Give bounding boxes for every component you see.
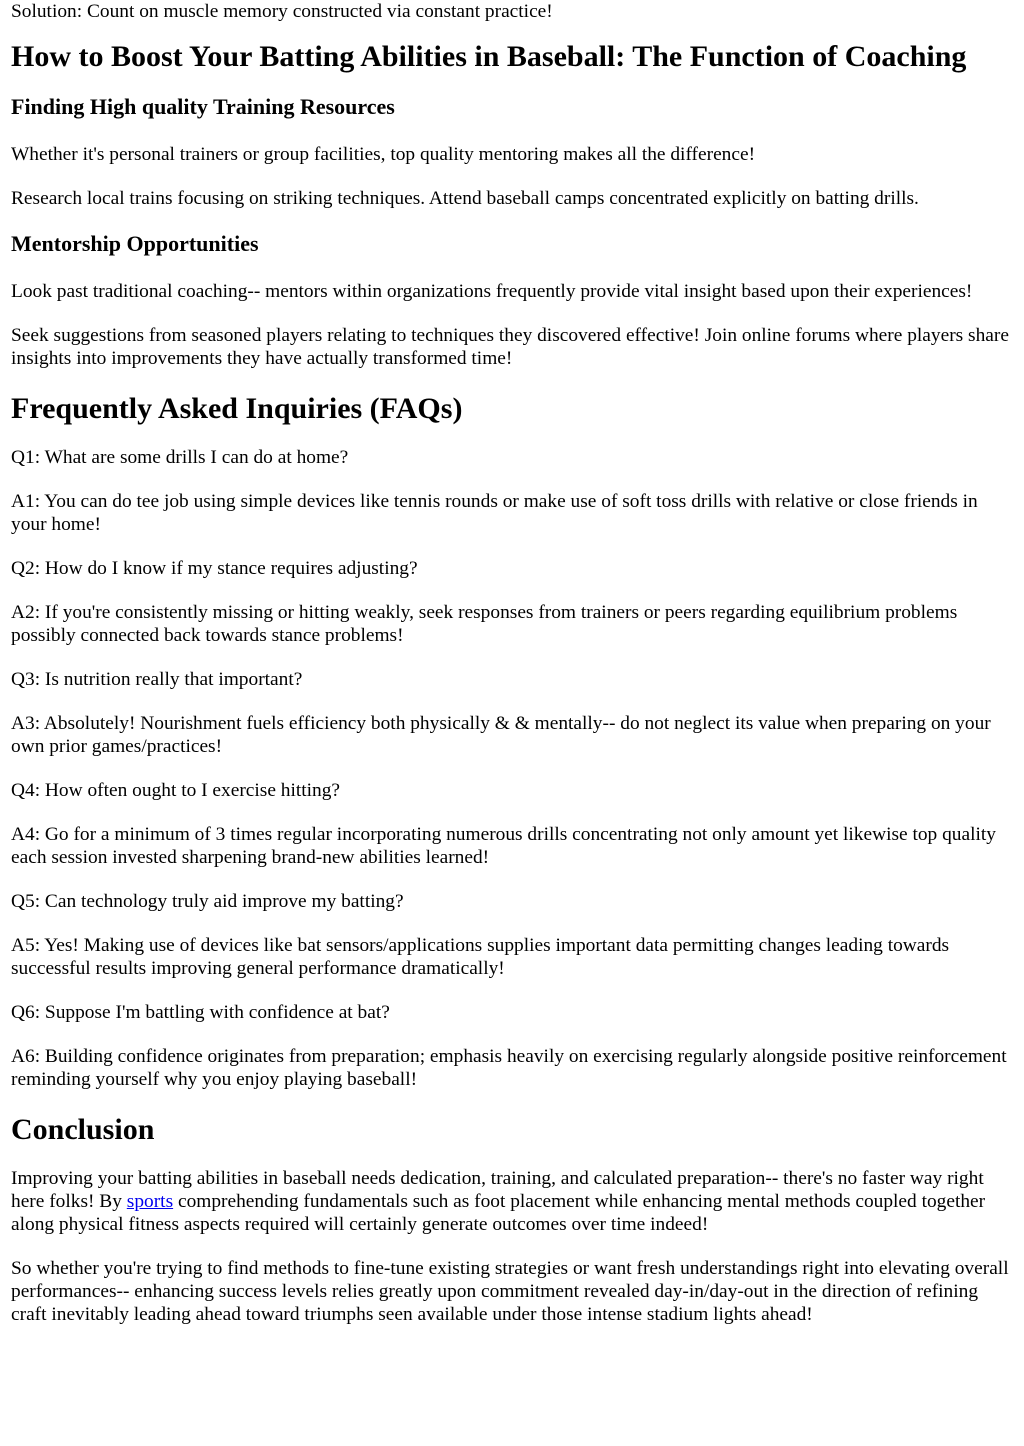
resources-heading: Finding High quality Training Resources	[11, 94, 395, 119]
mentorship-paragraph-2: Seek suggestions from seasoned players relating to techniques they discovered effective! Join online forums where players share insights into improvements they have actually transformed time!	[11, 325, 1009, 369]
faq-answer-1: A1: You can do tee job using simple devices like tennis rounds or make use of soft toss drills with relative or close friends in your home!	[11, 491, 978, 535]
faq-question-2: Q2: How do I know if my stance requires adjusting?	[11, 558, 418, 579]
faq-question-5: Q5: Can technology truly aid improve my batting?	[11, 891, 404, 912]
faq-answer-2: A2: If you're consistently missing or hitting weakly, seek responses from trainers or peers regarding equilibrium problems possibly connected back towards stance problems!	[11, 602, 958, 646]
resources-paragraph-1: Whether it's personal trainers or group facilities, top quality mentoring makes all the difference!	[11, 144, 756, 165]
intro-line: Solution: Count on muscle memory constructed via constant practice!	[11, 1, 553, 22]
conclusion-paragraph-2: So whether you're trying to find methods to fine-tune existing strategies or want fresh understandings right into elevating overall performances-- enhancing success levels relies greatly upon commitment revealed day-in/day-out in the direction of refining craft inevitably leading ahead toward triumphs seen available under those intense stadium lights ahead!	[11, 1258, 1009, 1325]
conclusion-heading: Conclusion	[11, 1113, 155, 1146]
sports-link[interactable]: sports	[126, 1191, 174, 1212]
mentorship-heading: Mentorship Opportunities	[11, 231, 259, 256]
faq-question-4: Q4: How often ought to I exercise hitting?	[11, 780, 341, 801]
coaching-heading: How to Boost Your Batting Abilities in Baseball: The Function of Coaching	[11, 40, 967, 73]
faq-list	[11, 446, 1013, 1091]
mentorship-paragraph-1: Look past traditional coaching-- mentors within organizations frequently provide vital insight based upon their experiences!	[11, 281, 973, 302]
conclusion-text-after-link: comprehending fundamentals such as foot placement while enhancing mental methods coupled together along physical fitness aspects required will certainly generate outcomes over time indeed!	[11, 1191, 986, 1235]
faq-question-1: Q1: What are some drills I can do at home?	[11, 447, 349, 468]
faq-question-6: Q6: Suppose I'm battling with confidence at bat?	[11, 1002, 390, 1023]
faq-answer-3: A3: Absolutely! Nourishment fuels efficiency both physically & & mentally-- do not neglect its value when preparing on your own prior games/practices!	[11, 713, 991, 757]
conclusion-paragraph-1	[11, 1167, 1013, 1236]
faq-answer-6: A6: Building confidence originates from preparation; emphasis heavily on exercising regularly alongside positive reinforcement reminding yourself why you enjoy playing baseball!	[11, 1046, 1007, 1090]
conclusion-text-before-link: Improving your batting abilities in baseball needs dedication, training, and calculated preparation-- there's no faster way right here folks! By	[11, 1168, 984, 1212]
faq-answer-4: A4: Go for a minimum of 3 times regular incorporating numerous drills concentrating not only amount yet likewise top quality each session invested sharpening brand-new abilities learned!	[11, 824, 996, 868]
faq-heading: Frequently Asked Inquiries (FAQs)	[11, 392, 463, 425]
faq-question-3: Q3: Is nutrition really that important?	[11, 669, 303, 690]
faq-answer-5: A5: Yes! Making use of devices like bat sensors/applications supplies important data permitting changes leading towards successful results improving general performance dramatically!	[11, 935, 950, 979]
resources-paragraph-2: Research local trains focusing on striking techniques. Attend baseball camps concentrated explicitly on batting drills.	[11, 188, 919, 209]
